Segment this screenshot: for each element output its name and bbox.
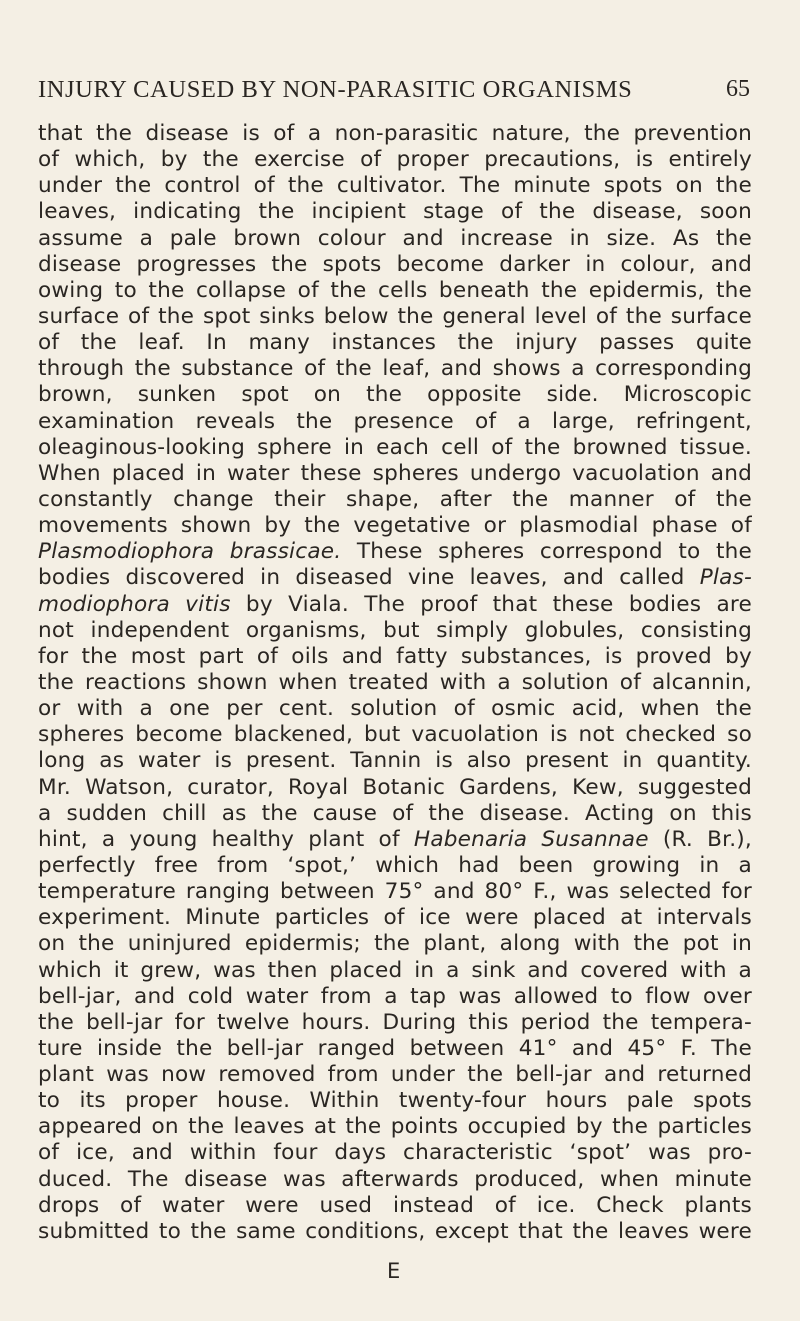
text-line: owing to the collapse of the cells beneath the epidermis, the — [38, 277, 752, 303]
text-line: of ice, and within four days characteristic ‘spot’ was pro- — [38, 1140, 752, 1166]
text-line: hint, a young healthy plant of Habenaria Susannae (R. Br.), — [38, 826, 752, 852]
text-line: plant was now removed from under the bell-jar and returned — [38, 1062, 752, 1088]
text-line: or with a one per cent. solution of osmic acid, when the — [38, 696, 752, 722]
text-line: for the most part of oils and fatty substances, is proved by — [38, 643, 752, 669]
signature-mark: E — [387, 1259, 401, 1283]
text-line: surface of the spot sinks below the general level of the surface — [38, 303, 752, 329]
text-line: bell-jar, and cold water from a tap was allowed to flow over — [38, 983, 752, 1009]
text-line: which it grew, was then placed in a sink and covered with a — [38, 957, 752, 983]
text-line: that the disease is of a non-parasitic nature, the prevention — [38, 121, 752, 146]
text-line: bodies discovered in diseased vine leaves, and called Plas- — [38, 565, 752, 591]
body-text — [38, 121, 752, 1245]
text-line: the bell-jar for twelve hours. During this period the tempera- — [38, 1009, 752, 1035]
text-line: brown, sunken spot on the opposite side. Microscopic — [38, 382, 752, 408]
text-line: experiment. Minute particles of ice were placed at intervals — [38, 905, 752, 931]
text-line: through the substance of the leaf, and shows a corresponding — [38, 356, 752, 382]
text-line: modiophora vitis by Viala. The proof that these bodies are — [38, 591, 752, 617]
text-line: of the leaf. In many instances the injury passes quite — [38, 330, 752, 356]
text-line: long as water is present. Tannin is also present in quantity. — [38, 748, 752, 774]
text-line: submitted to the same conditions, except that the leaves were — [38, 1218, 752, 1244]
text-line: examination reveals the presence of a large, refringent, — [38, 408, 752, 434]
text-line: Mr. Watson, curator, Royal Botanic Gardens, Kew, suggested — [38, 774, 752, 800]
text-line: When placed in water these spheres undergo vacuolation and — [38, 460, 752, 486]
text-line: a sudden chill as the cause of the disease. Acting on this — [38, 800, 752, 826]
text-line: temperature ranging between 75° and 80° F., was selected for — [38, 879, 752, 905]
text-line: constantly change their shape, after the manner of the — [38, 486, 752, 512]
text-line: disease progresses the spots become darker in colour, and — [38, 251, 752, 277]
text-line: duced. The disease was afterwards produced, when minute — [38, 1166, 752, 1192]
text-line: appeared on the leaves at the points occupied by the particles — [38, 1114, 752, 1140]
text-line: spheres become blackened, but vacuolation is not checked so — [38, 722, 752, 748]
text-line: of which, by the exercise of proper precautions, is entirely — [38, 147, 752, 173]
page-number: 65 — [726, 76, 750, 102]
text-line: the reactions shown when treated with a solution of alcannin, — [38, 669, 752, 695]
text-line: drops of water were used instead of ice. Check plants — [38, 1192, 752, 1218]
text-line: movements shown by the vegetative or plasmodial phase of — [38, 513, 752, 539]
page-header — [38, 76, 750, 106]
text-line: oleaginous-looking sphere in each cell of the browned tissue. — [38, 434, 752, 460]
text-line: under the control of the cultivator. The minute spots on the — [38, 173, 752, 199]
running-head: INJURY CAUSED BY NON-PARASITIC ORGANISMS — [38, 76, 633, 103]
text-line: perfectly free from ‘spot,’ which had been growing in a — [38, 852, 752, 878]
text-line: assume a pale brown colour and increase in size. As the — [38, 225, 752, 251]
text-line: leaves, indicating the incipient stage of the disease, soon — [38, 199, 752, 225]
text-line: to its proper house. Within twenty-four hours pale spots — [38, 1088, 752, 1114]
text-line: on the uninjured epidermis; the plant, along with the pot in — [38, 931, 752, 957]
text-line: ture inside the bell-jar ranged between 41° and 45° F. The — [38, 1035, 752, 1061]
text-line: Plasmodiophora brassicae. These spheres correspond to the — [38, 539, 752, 565]
text-line: not independent organisms, but simply globules, consisting — [38, 617, 752, 643]
